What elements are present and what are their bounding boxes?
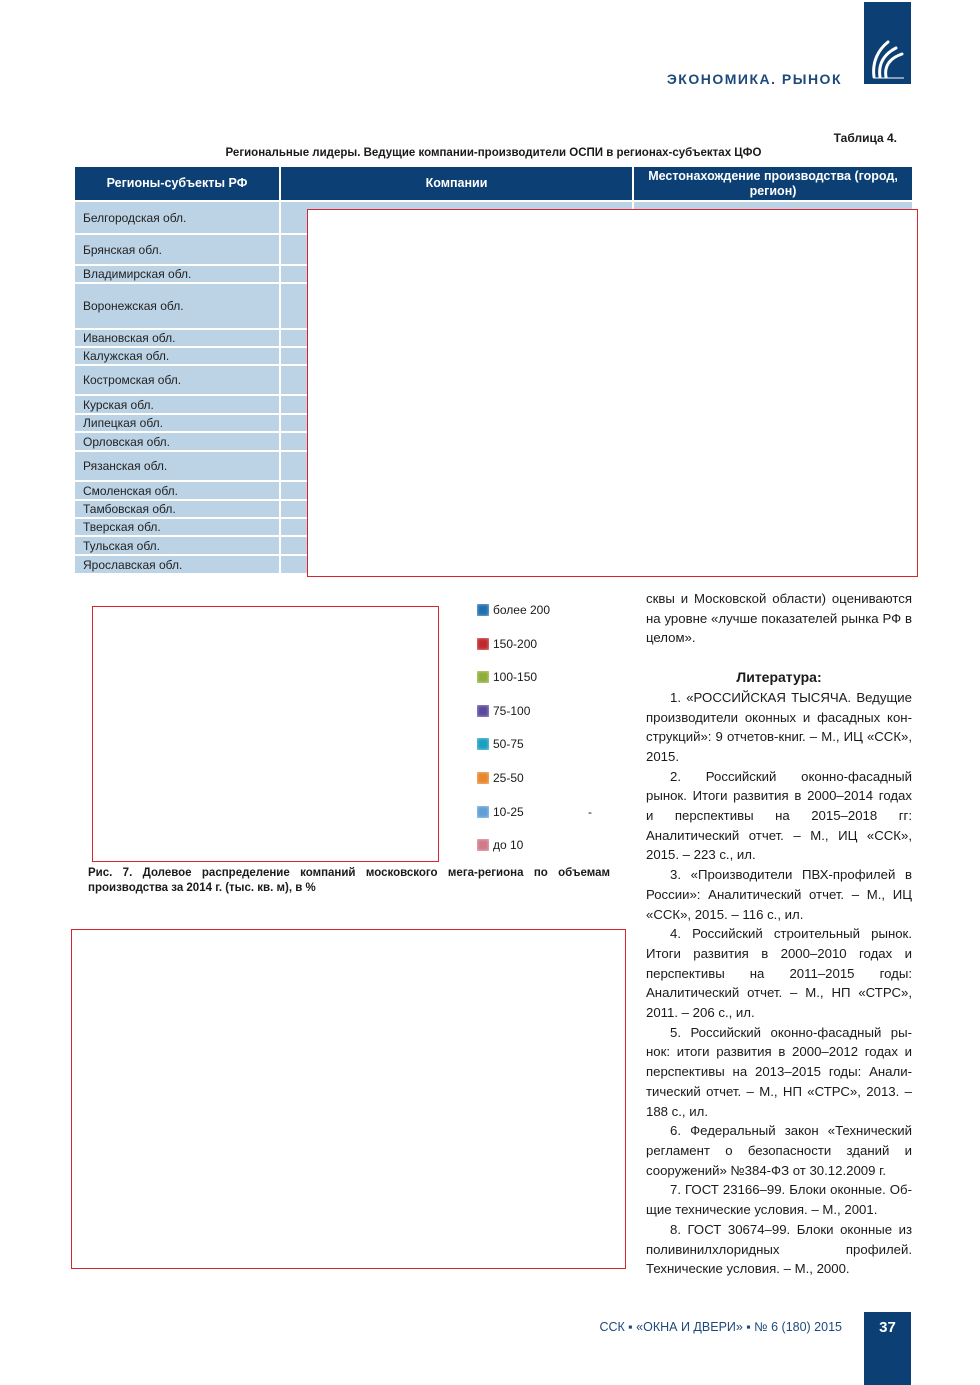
region-cell: Костромская обл. xyxy=(75,366,279,394)
legend-item xyxy=(477,737,524,751)
legend-label: 150-200 xyxy=(493,636,538,651)
legend-swatch-icon xyxy=(477,604,489,616)
reference-item: 5. Российский оконно-фасадный рынок: итоги развития в 2000–2012 годах и перспективы на 2013–2015 годы: Аналитический отчет. – М., НП «СТРС», 2013. – 188 с., ил. xyxy=(646,1024,912,1119)
reference-item: 7. ГОСТ 23166–99. Блоки оконные. Общие технические условия. – М., 2001. xyxy=(646,1182,912,1218)
legend-swatch-icon xyxy=(477,839,489,851)
redacted-text-block xyxy=(71,929,626,1269)
legend-label: более 200 xyxy=(493,603,550,617)
region-cell: Тамбовская обл. xyxy=(75,501,279,517)
logo-icon xyxy=(864,2,911,84)
table-header-companies: Компании xyxy=(281,167,632,200)
legend-item xyxy=(477,603,550,617)
legend-dash: - xyxy=(588,805,592,819)
region-cell: Ярославская обл. xyxy=(75,556,279,573)
region-cell: Воронежская обл. xyxy=(75,284,279,328)
legend-item xyxy=(477,805,524,819)
legend-item xyxy=(477,670,537,684)
legend-label: 75-100 xyxy=(493,703,531,718)
region-cell: Калужская обл. xyxy=(75,348,279,364)
figure-caption: Рис. 7. Долевое распределение компаний московского мега-региона по объемам производства за 2014 г. (тыс. кв. м), в % xyxy=(88,867,610,894)
legend-swatch-icon xyxy=(477,806,489,818)
legend-label: до 10 xyxy=(493,838,524,853)
region-cell: Рязанская обл. xyxy=(75,452,279,480)
legend-swatch-icon xyxy=(477,638,489,650)
literature-heading: Литература: xyxy=(736,669,822,686)
table-number: Таблица 4. xyxy=(833,131,897,145)
legend-swatch-icon xyxy=(477,772,489,784)
region-cell: Липецкая обл. xyxy=(75,415,279,431)
legend-swatch-icon xyxy=(477,671,489,683)
region-cell: Владимирская обл. xyxy=(75,266,279,282)
reference-item: 1. «РОССИЙСКАЯ ТЫСЯЧА. Ведущие производители оконных и фасадных конструкций»: 9 отчетов-книг. – М., ИЦ «ССК», 2015. xyxy=(646,689,912,764)
table-caption: Региональные лидеры. Ведущие компании-производители ОСПИ в регионах-субъектах ЦФО xyxy=(225,147,762,159)
page-number: 37 xyxy=(864,1312,911,1385)
table-header-location: Местонахождение производства (город, регион) xyxy=(634,167,912,200)
legend-item xyxy=(477,771,524,785)
region-cell: Белгородская обл. xyxy=(75,202,279,233)
redacted-chart xyxy=(92,606,439,862)
region-cell: Смоленская обл. xyxy=(75,482,279,499)
legend-item xyxy=(477,637,537,651)
legend-swatch-icon xyxy=(477,738,489,750)
legend-label: 10-25 xyxy=(493,804,524,819)
footer-journal: ССК ▪ «ОКНА И ДВЕРИ» ▪ № 6 (180) 2015 xyxy=(599,1320,842,1334)
reference-item: 6. Федеральный закон «Технический регламент о безопасности зданий и сооружений» №384-ФЗ от 30.12.2009 г. xyxy=(646,1123,912,1178)
redacted-table-region xyxy=(307,209,918,577)
reference-item: 3. «Производители ПВХ-профилей в России»: Аналитический отчет. – М., ИЦ «ССК», 2015. – 116 с., ил. xyxy=(646,867,912,922)
legend-label: 25-50 xyxy=(493,771,524,785)
section-title: ЭКОНОМИКА. РЫНОК xyxy=(666,71,842,87)
region-cell: Брянская обл. xyxy=(75,235,279,264)
legend-label: 50-75 xyxy=(493,737,524,752)
legend-item xyxy=(477,704,530,718)
reference-item: 8. ГОСТ 30674–99. Блоки оконные из поливинилхлоридных профилей. Технические условия. – М., 2000. xyxy=(646,1221,912,1277)
table-header-regions: Регионы-субъекты РФ xyxy=(75,167,279,200)
reference-item: 2. Российский оконно-фасадный рынок. Итоги развития в 2000–2014 годах и перспективы на 2015–2018 гг: Аналитический отчет. – М., ИЦ «ССК», 2015. – 223 с., ил. xyxy=(646,768,912,863)
region-cell: Тульская обл. xyxy=(75,537,279,554)
region-cell: Курская обл. xyxy=(75,396,279,413)
body-text: сквы и Московской области) оцениваются на уровне «лучше показателей рынка РФ в целом». xyxy=(646,591,912,646)
region-cell: Тверская обл. xyxy=(75,519,279,535)
legend-item xyxy=(477,838,523,852)
legend-swatch-icon xyxy=(477,705,489,717)
region-cell: Орловская обл. xyxy=(75,433,279,450)
reference-item: 4. Российский строительный рынок. Итоги развития в 2000–2010 годах и перспективы на 2011–2015 годы: Аналитический отчет. – М., НП «СТРС», 2011. – 206 с., ил. xyxy=(646,926,912,1021)
legend-label: 100-150 xyxy=(493,670,538,685)
region-cell: Ивановская обл. xyxy=(75,330,279,346)
right-column xyxy=(646,589,912,1279)
